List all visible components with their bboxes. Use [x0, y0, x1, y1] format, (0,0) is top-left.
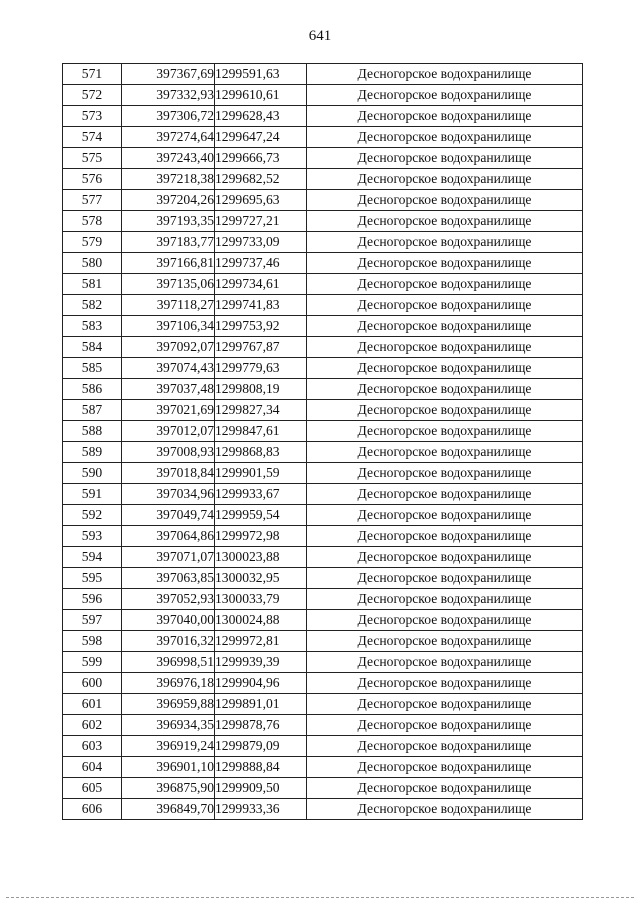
point-number-cell: 581 — [63, 274, 122, 295]
object-name-cell: Десногорское водохранилище — [307, 673, 583, 694]
object-name-cell: Десногорское водохранилище — [307, 568, 583, 589]
table-row — [63, 253, 583, 274]
table-row — [63, 736, 583, 757]
y-coordinate-cell: 1299904,96 — [215, 673, 307, 694]
table-row — [63, 652, 583, 673]
x-coordinate-cell: 397049,74 — [122, 505, 215, 526]
y-coordinate-cell: 1299888,84 — [215, 757, 307, 778]
point-number-cell: 603 — [63, 736, 122, 757]
x-coordinate-cell: 397034,96 — [122, 484, 215, 505]
object-name-cell: Десногорское водохранилище — [307, 64, 583, 85]
object-name-cell: Десногорское водохранилище — [307, 106, 583, 127]
point-number-cell: 589 — [63, 442, 122, 463]
x-coordinate-cell: 397218,38 — [122, 169, 215, 190]
x-coordinate-cell: 397040,00 — [122, 610, 215, 631]
object-name-cell: Десногорское водохранилище — [307, 463, 583, 484]
x-coordinate-cell: 397118,27 — [122, 295, 215, 316]
x-coordinate-cell: 397016,32 — [122, 631, 215, 652]
y-coordinate-cell: 1299827,34 — [215, 400, 307, 421]
point-number-cell: 593 — [63, 526, 122, 547]
table-row — [63, 379, 583, 400]
object-name-cell: Десногорское водохранилище — [307, 148, 583, 169]
object-name-cell: Десногорское водохранилище — [307, 631, 583, 652]
table-row — [63, 106, 583, 127]
point-number-cell: 573 — [63, 106, 122, 127]
point-number-cell: 590 — [63, 463, 122, 484]
y-coordinate-cell: 1299767,87 — [215, 337, 307, 358]
y-coordinate-cell: 1299939,39 — [215, 652, 307, 673]
table-row — [63, 232, 583, 253]
y-coordinate-cell: 1299779,63 — [215, 358, 307, 379]
table-row — [63, 715, 583, 736]
object-name-cell: Десногорское водохранилище — [307, 778, 583, 799]
y-coordinate-cell: 1299933,67 — [215, 484, 307, 505]
y-coordinate-cell: 1299891,01 — [215, 694, 307, 715]
object-name-cell: Десногорское водохранилище — [307, 652, 583, 673]
table-row — [63, 211, 583, 232]
object-name-cell: Десногорское водохранилище — [307, 526, 583, 547]
object-name-cell: Десногорское водохранилище — [307, 547, 583, 568]
point-number-cell: 598 — [63, 631, 122, 652]
point-number-cell: 596 — [63, 589, 122, 610]
x-coordinate-cell: 397021,69 — [122, 400, 215, 421]
object-name-cell: Десногорское водохранилище — [307, 715, 583, 736]
table-row — [63, 610, 583, 631]
y-coordinate-cell: 1300024,88 — [215, 610, 307, 631]
y-coordinate-cell: 1299808,19 — [215, 379, 307, 400]
table-row — [63, 316, 583, 337]
object-name-cell: Десногорское водохранилище — [307, 253, 583, 274]
x-coordinate-cell: 397332,93 — [122, 85, 215, 106]
object-name-cell: Десногорское водохранилище — [307, 694, 583, 715]
x-coordinate-cell: 396959,88 — [122, 694, 215, 715]
x-coordinate-cell: 397306,72 — [122, 106, 215, 127]
object-name-cell: Десногорское водохранилище — [307, 442, 583, 463]
point-number-cell: 605 — [63, 778, 122, 799]
y-coordinate-cell: 1299727,21 — [215, 211, 307, 232]
x-coordinate-cell: 397074,43 — [122, 358, 215, 379]
x-coordinate-cell: 397018,84 — [122, 463, 215, 484]
table-row — [63, 85, 583, 106]
y-coordinate-cell: 1300033,79 — [215, 589, 307, 610]
x-coordinate-cell: 397367,69 — [122, 64, 215, 85]
y-coordinate-cell: 1299972,98 — [215, 526, 307, 547]
table-row — [63, 505, 583, 526]
point-number-cell: 576 — [63, 169, 122, 190]
y-coordinate-cell: 1299879,09 — [215, 736, 307, 757]
point-number-cell: 587 — [63, 400, 122, 421]
table-row — [63, 673, 583, 694]
y-coordinate-cell: 1299868,83 — [215, 442, 307, 463]
table-row — [63, 589, 583, 610]
table-row — [63, 358, 583, 379]
table-row — [63, 547, 583, 568]
x-coordinate-cell: 397008,93 — [122, 442, 215, 463]
table-row — [63, 778, 583, 799]
object-name-cell: Десногорское водохранилище — [307, 337, 583, 358]
y-coordinate-cell: 1299878,76 — [215, 715, 307, 736]
table-row — [63, 127, 583, 148]
object-name-cell: Десногорское водохранилище — [307, 232, 583, 253]
table-row — [63, 757, 583, 778]
table-row — [63, 694, 583, 715]
point-number-cell: 606 — [63, 799, 122, 820]
table-row — [63, 799, 583, 820]
y-coordinate-cell: 1299666,73 — [215, 148, 307, 169]
table-row — [63, 64, 583, 85]
point-number-cell: 582 — [63, 295, 122, 316]
x-coordinate-cell: 396849,70 — [122, 799, 215, 820]
table-row — [63, 568, 583, 589]
object-name-cell: Десногорское водохранилище — [307, 379, 583, 400]
page-number: 641 — [308, 28, 332, 44]
point-number-cell: 588 — [63, 421, 122, 442]
object-name-cell: Десногорское водохранилище — [307, 736, 583, 757]
y-coordinate-cell: 1299741,83 — [215, 295, 307, 316]
object-name-cell: Десногорское водохранилище — [307, 295, 583, 316]
y-coordinate-cell: 1299901,59 — [215, 463, 307, 484]
table-row — [63, 463, 583, 484]
point-number-cell: 591 — [63, 484, 122, 505]
point-number-cell: 600 — [63, 673, 122, 694]
point-number-cell: 571 — [63, 64, 122, 85]
object-name-cell: Десногорское водохранилище — [307, 484, 583, 505]
point-number-cell: 585 — [63, 358, 122, 379]
point-number-cell: 601 — [63, 694, 122, 715]
point-number-cell: 597 — [63, 610, 122, 631]
object-name-cell: Десногорское водохранилище — [307, 127, 583, 148]
y-coordinate-cell: 1299591,63 — [215, 64, 307, 85]
object-name-cell: Десногорское водохранилище — [307, 799, 583, 820]
y-coordinate-cell: 1300023,88 — [215, 547, 307, 568]
y-coordinate-cell: 1300032,95 — [215, 568, 307, 589]
point-number-cell: 575 — [63, 148, 122, 169]
point-number-cell: 572 — [63, 85, 122, 106]
table-row — [63, 190, 583, 211]
point-number-cell: 580 — [63, 253, 122, 274]
x-coordinate-cell: 396976,18 — [122, 673, 215, 694]
y-coordinate-cell: 1299909,50 — [215, 778, 307, 799]
point-number-cell: 604 — [63, 757, 122, 778]
scan-edge-line — [6, 897, 634, 898]
x-coordinate-cell: 397106,34 — [122, 316, 215, 337]
object-name-cell: Десногорское водохранилище — [307, 589, 583, 610]
x-coordinate-cell: 396901,10 — [122, 757, 215, 778]
object-name-cell: Десногорское водохранилище — [307, 190, 583, 211]
point-number-cell: 602 — [63, 715, 122, 736]
object-name-cell: Десногорское водохранилище — [307, 316, 583, 337]
x-coordinate-cell: 397064,86 — [122, 526, 215, 547]
table-row — [63, 421, 583, 442]
point-number-cell: 579 — [63, 232, 122, 253]
point-number-cell: 586 — [63, 379, 122, 400]
object-name-cell: Десногорское водохранилище — [307, 421, 583, 442]
table-row — [63, 337, 583, 358]
point-number-cell: 577 — [63, 190, 122, 211]
y-coordinate-cell: 1299737,46 — [215, 253, 307, 274]
y-coordinate-cell: 1299610,61 — [215, 85, 307, 106]
x-coordinate-cell: 396998,51 — [122, 652, 215, 673]
y-coordinate-cell: 1299695,63 — [215, 190, 307, 211]
table-body — [63, 64, 583, 820]
x-coordinate-cell: 397052,93 — [122, 589, 215, 610]
x-coordinate-cell: 397071,07 — [122, 547, 215, 568]
y-coordinate-cell: 1299733,09 — [215, 232, 307, 253]
x-coordinate-cell: 397274,64 — [122, 127, 215, 148]
point-number-cell: 578 — [63, 211, 122, 232]
point-number-cell: 595 — [63, 568, 122, 589]
x-coordinate-cell: 396934,35 — [122, 715, 215, 736]
table-row — [63, 442, 583, 463]
y-coordinate-cell: 1299972,81 — [215, 631, 307, 652]
point-number-cell: 592 — [63, 505, 122, 526]
table-row — [63, 400, 583, 421]
x-coordinate-cell: 397243,40 — [122, 148, 215, 169]
point-number-cell: 584 — [63, 337, 122, 358]
x-coordinate-cell: 397183,77 — [122, 232, 215, 253]
table-row — [63, 274, 583, 295]
y-coordinate-cell: 1299628,43 — [215, 106, 307, 127]
point-number-cell: 583 — [63, 316, 122, 337]
object-name-cell: Десногорское водохранилище — [307, 358, 583, 379]
x-coordinate-cell: 397092,07 — [122, 337, 215, 358]
object-name-cell: Десногорское водохранилище — [307, 169, 583, 190]
object-name-cell: Десногорское водохранилище — [307, 274, 583, 295]
table-row — [63, 526, 583, 547]
object-name-cell: Десногорское водохранилище — [307, 757, 583, 778]
x-coordinate-cell: 397193,35 — [122, 211, 215, 232]
table-row — [63, 169, 583, 190]
object-name-cell: Десногорское водохранилище — [307, 505, 583, 526]
x-coordinate-cell: 397166,81 — [122, 253, 215, 274]
x-coordinate-cell: 397135,06 — [122, 274, 215, 295]
y-coordinate-cell: 1299959,54 — [215, 505, 307, 526]
x-coordinate-cell: 396875,90 — [122, 778, 215, 799]
y-coordinate-cell: 1299847,61 — [215, 421, 307, 442]
table-row — [63, 631, 583, 652]
x-coordinate-cell: 397204,26 — [122, 190, 215, 211]
object-name-cell: Десногорское водохранилище — [307, 610, 583, 631]
point-number-cell: 594 — [63, 547, 122, 568]
coordinates-table — [62, 63, 583, 820]
y-coordinate-cell: 1299933,36 — [215, 799, 307, 820]
object-name-cell: Десногорское водохранилище — [307, 211, 583, 232]
x-coordinate-cell: 397012,07 — [122, 421, 215, 442]
x-coordinate-cell: 396919,24 — [122, 736, 215, 757]
y-coordinate-cell: 1299753,92 — [215, 316, 307, 337]
table-row — [63, 484, 583, 505]
y-coordinate-cell: 1299682,52 — [215, 169, 307, 190]
point-number-cell: 599 — [63, 652, 122, 673]
point-number-cell: 574 — [63, 127, 122, 148]
table-row — [63, 295, 583, 316]
x-coordinate-cell: 397037,48 — [122, 379, 215, 400]
object-name-cell: Десногорское водохранилище — [307, 400, 583, 421]
y-coordinate-cell: 1299647,24 — [215, 127, 307, 148]
table-row — [63, 148, 583, 169]
y-coordinate-cell: 1299734,61 — [215, 274, 307, 295]
x-coordinate-cell: 397063,85 — [122, 568, 215, 589]
object-name-cell: Десногорское водохранилище — [307, 85, 583, 106]
